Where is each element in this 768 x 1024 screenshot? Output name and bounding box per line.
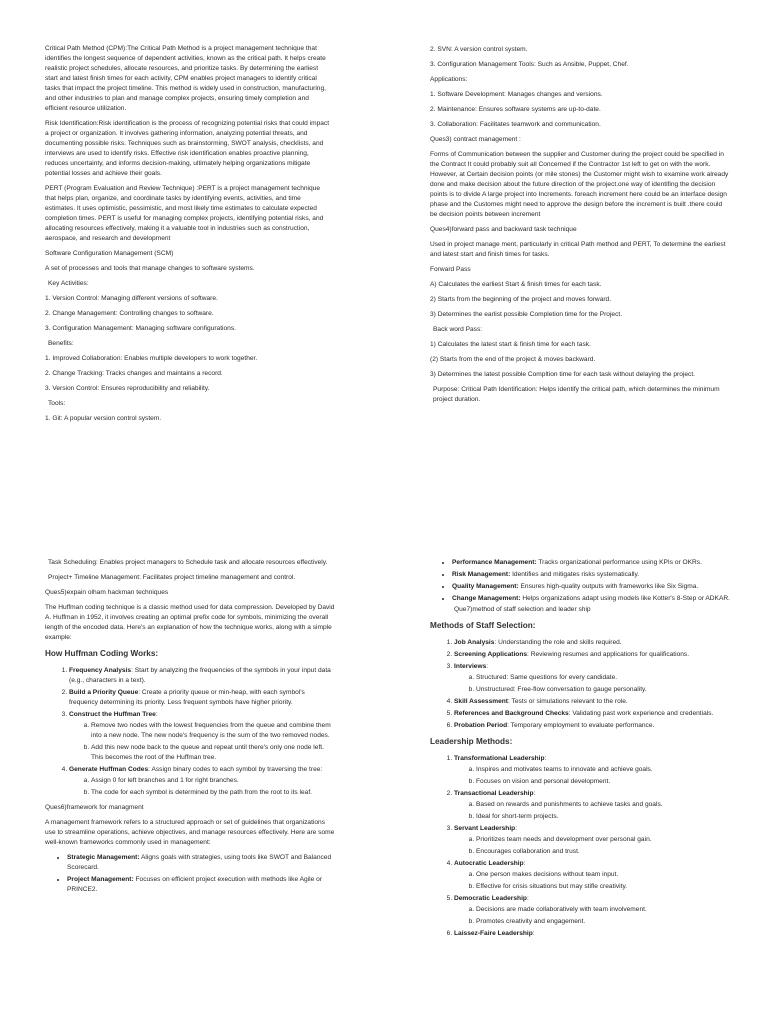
huffman-intro-paragraph: The Huffman coding technique is a classic method used for data compression. Developed by David A. Huffman in 1952, it involves creating an optimal prefix code for symbols, minimizing the overall length of the encoded data. Here's an explanation of how the technique works, along with a simple example: — [45, 604, 335, 641]
pert-paragraph: PERT (Program Evaluation and Review Technique) :PERT is a project management technique that helps plan, organize, and coordinate tasks by identifying events, activities, and time estimates. It uses optimistic, pessimistic, and most likely time estimates to calculate expected completion times. PERT is useful for managing complex projects, identifying potential risks, and allocating resources effectively, making it a valuable tool in industries such as construction, aerospace, and research and development — [45, 185, 324, 242]
list-item: 5. References and Background Checks: Validating past work experience and credentials. — [454, 709, 730, 719]
timeline-management-paragraph: Project+ Timeline Management: Facilitates project timeline management and control. — [48, 574, 296, 581]
list-item: b. Add this new node back to the queue and repeat until there's only one node left. This becomes the root of the Huffman tree. — [91, 743, 335, 763]
list-item: 1. Job Analysis: Understanding the role and skills required. — [454, 638, 730, 648]
list-item: a. Assign 0 for left branches and 1 for right branches. — [91, 776, 335, 786]
tool-item: 2. SVN: A version control system. — [430, 46, 528, 53]
list-item: b. Effective for crisis situations but may stifle creativity. — [476, 882, 730, 892]
list-item: 3. Construct the Huffman Tree: a. Remove two nodes with the lowest frequencies from the queue and combine them into a new node. The new node's frequency is the sum of the two removed nodes. b. Add this new node back to the queue and repeat until there's only one node left. This becomes the root of the Huffman tree. — [69, 710, 335, 763]
application-item: 1. Software Development: Manages changes and versions. — [430, 91, 603, 98]
tool-item: 1. Git: A popular version control system. — [45, 415, 162, 422]
tool-item: 3. Configuration Management Tools: Such as Ansible, Puppet, Chef. — [430, 61, 629, 68]
que7-heading: Que7)method of staff selection and leader ship — [454, 606, 591, 613]
backward-pass-item: 3) Determines the latest possible Compltion time for each task without delaying the project. — [430, 371, 695, 378]
list-item: 6. Probation Period: Temporary employment to evaluate performance. — [454, 721, 730, 731]
huffman-steps-list — [45, 666, 335, 798]
list-item: 5. Democratic Leadership: a. Decisions are made collaboratively with team involvement. b. Promotes creativity and engagement. — [454, 894, 730, 927]
sub-list — [454, 835, 730, 857]
forward-pass-item: A) Calculates the earliest Start & finish times for each task. — [430, 281, 602, 288]
list-item: 2. Build a Priority Queue: Create a priority queue or min-heap, with each symbol's frequency determining its priority. Less frequent symbols have higher priority. — [69, 688, 335, 708]
backward-pass-label: Back word Pass: — [433, 326, 483, 333]
list-item: 1. Frequency Analysis: Start by analyzing the frequencies of the symbols in your input data (e.g., characters in a text). — [69, 666, 335, 686]
list-item: • Performance Management: Tracks organizational performance using KPIs or OKRs. — [452, 558, 730, 568]
application-item: 2. Maintenance: Ensures software systems are up-to-date. — [430, 106, 601, 113]
activity-item: 1. Version Control: Managing different versions of software. — [45, 295, 218, 302]
scm-title: Software Configuration Management (SCM) — [45, 250, 174, 257]
list-item: 4. Autocratic Leadership: a. One person makes decisions without team input. b. Effective for crisis situations but may stifle creativity. — [454, 859, 730, 892]
key-activities-label: Key Activities: — [48, 280, 89, 287]
ques5-heading: Ques5)expain olham hackman techniques — [45, 589, 169, 596]
activity-item: 2. Change Management: Controlling changes to software. — [45, 310, 214, 317]
list-item: b. Unstructured: Free-flow conversation to gauge personality. — [476, 685, 730, 695]
bottom-left-page-section — [45, 558, 335, 900]
framework-list — [45, 853, 335, 895]
sub-list — [69, 776, 335, 798]
list-item: • Strategic Management: Aligns goals with strategies, using tools like SWOT and Balanced Scorecard. — [67, 853, 335, 873]
leadership-heading: Leadership Methods: — [430, 737, 513, 746]
sub-list — [69, 721, 335, 763]
sub-list — [454, 673, 730, 695]
list-item: a. Prioritizes team needs and development over personal gain. — [476, 835, 730, 845]
ques6-heading: Ques6)framework for managment — [45, 804, 144, 811]
list-item: 4. Generate Huffman Codes: Assign binary codes to each symbol by traversing the tree: a. Assign 0 for left branches and 1 for right branches. b. The code for each symbol is determined by the path from the root to its leaf. — [69, 765, 335, 798]
activity-item: 3. Configuration Management: Managing software configurations. — [45, 325, 236, 332]
sub-list — [454, 765, 730, 787]
benefit-item: 3. Version Control: Ensures reproducibility and reliability. — [45, 385, 210, 392]
cpm-paragraph: Critical Path Method (CPM):The Critical Path Method is a project management technique that identifies the longest sequence of dependent activities, known as the critical path. It helps create realistic project schedules, allocate resources, and prioritize tasks. By determining the earliest start and latest finish times for each activity, CPM enables project managers to identify critical tasks that impact the project timeline. This method is widely used in construction, manufacturing, and other industries to plan and manage complex projects, ensuring timely completion and efficient resource utilization. — [45, 45, 326, 112]
list-item: b. Encourages collaboration and trust. — [476, 847, 730, 857]
list-item: 3. Servant Leadership: a. Prioritizes team needs and development over personal gain. b. Encourages collaboration and trust. — [454, 824, 730, 857]
sub-list — [454, 800, 730, 822]
scm-definition: A set of processes and tools that manage changes to software systems. — [45, 265, 255, 272]
list-item: a. Remove two nodes with the lowest frequencies from the queue and combine them into a new node. The new node's frequency is the sum of the two removed nodes. — [91, 721, 335, 741]
forward-pass-item: 3) Determines the earlist possible Completion time for the Project. — [430, 311, 623, 318]
list-item: • Change Management: Helps organizations adapt using models like Kotter's 8-Step or ADKAR. — [452, 594, 730, 604]
list-item: 2. Screening Applications: Reviewing resumes and applications for qualifications. — [454, 650, 730, 660]
management-framework-paragraph: A management framework refers to a structured approach or set of guidelines that organizations use to streamline operations, achieve objectives, and manage resources effectively. Here are some well-known frameworks commonly used in management: — [45, 819, 335, 846]
benefits-label: Benefits: — [48, 340, 74, 347]
list-item: b. Ideal for short-term projects. — [476, 812, 730, 822]
list-item: • Project Management: Focuses on efficient project execution with methods like Agile or PRINCE2. — [67, 875, 335, 895]
task-scheduling-paragraph: Task Scheduling: Enables project managers to Schedule task and allocate resources effectively. — [48, 559, 328, 566]
list-item: a. One person makes decisions without team input. — [476, 870, 730, 880]
list-item: • Risk Management: Identifies and mitigates risks systematically. — [452, 570, 730, 580]
forward-pass-label: Forward Pass — [430, 266, 471, 273]
top-left-page-section — [45, 44, 330, 429]
leadership-list — [430, 754, 730, 939]
list-item: 3. Interviews: a. Structured: Same questions for every candidate. b. Unstructured: Free-flow conversation to gauge personality. — [454, 662, 730, 695]
backward-pass-item: (2) Starts from the end of the project & moves backward. — [430, 356, 596, 363]
ques4-heading: Ques4)forward pass and backward task technique — [430, 226, 577, 233]
risk-identification-paragraph: Risk Identification:Risk identification is the process of recognizing potential risks that could impact a project or organization. It involves gathering information, analyzing potential threats, and documenting possible risks. Techniques such as brainstorming, SWOT analysis, checklists, and interviews are used to identify risks. Effective risk identification enables proactive planning, reduces uncertainty, and informs decision-making, ultimately helping organizations mitigate potential losses and achieve their goals. — [45, 120, 330, 177]
pass-intro-paragraph: Used in project manage ment, particularly in critical Path method and PERT, To determine the earliest and latest start and finish times for tasks. — [430, 241, 726, 258]
top-right-page-section — [430, 45, 730, 410]
list-item: 4. Skill Assessment: Tests or simulations relevant to the role. — [454, 697, 730, 707]
list-item: a. Decisions are made collaboratively with team involvement. — [476, 905, 730, 915]
staff-selection-list — [430, 638, 730, 731]
tools-label: Tools: — [48, 400, 66, 407]
contract-management-paragraph: Forms of Communication between the supplier and Customer during the project could be specified in the Contract It could probably suit all Concerned if the Contractor 1st left to get on with the work. However, at Certain decision points (or mile stones) the Customer might wish to examine work already done and make decision about the future direction of the project.one way of identifing the decision points is to divide A large project into Increments. foreach increment here could be an interface design phase and the Customes might need to approve the design before the increment is built .there could be decision points between increment — [430, 151, 729, 218]
ques3-heading: Ques3) contract management : — [430, 136, 521, 143]
list-item: b. The code for each symbol is determined by the path from the root to its leaf. — [91, 788, 335, 798]
list-item: b. Focuses on vision and personal development. — [476, 777, 730, 787]
list-item: • Quality Management: Ensures high-quality outputs with frameworks like Six Sigma. — [452, 582, 730, 592]
bottom-right-page-section — [430, 558, 730, 944]
list-item: 2. Transactional Leadership: a. Based on rewards and punishments to achieve tasks and goals. b. Ideal for short-term projects. — [454, 789, 730, 822]
huffman-heading: How Huffman Coding Works: — [45, 649, 159, 658]
list-item: a. Based on rewards and punishments to achieve tasks and goals. — [476, 800, 730, 810]
purpose-paragraph: Purpose: Critical Path Identification: Helps identify the critical path, which determines the minimum project duration. — [433, 386, 720, 403]
forward-pass-item: 2) Starts from the beginning of the project and moves forward. — [430, 296, 612, 303]
list-item: a. Structured: Same questions for every candidate. — [476, 673, 730, 683]
applications-label: Applications: — [430, 76, 468, 83]
sub-list — [454, 905, 730, 927]
list-item: b. Promotes creativity and engagement. — [476, 917, 730, 927]
benefit-item: 1. Improved Collaboration: Enables multiple developers to work together. — [45, 355, 258, 362]
benefit-item: 2. Change Tracking: Tracks changes and maintains a record. — [45, 370, 223, 377]
list-item: 6. Laissez-Faire Leadership: — [454, 929, 730, 939]
list-item: 1. Transformational Leadership: a. Inspires and motivates teams to innovate and achieve goals. b. Focuses on vision and personal development. — [454, 754, 730, 787]
framework-list-continued — [430, 558, 730, 604]
application-item: 3. Collaboration: Facilitates teamwork and communication. — [430, 121, 601, 128]
sub-list — [454, 870, 730, 892]
staff-selection-heading: Methods of Staff Selection: — [430, 621, 536, 630]
list-item: a. Inspires and motivates teams to innovate and achieve goals. — [476, 765, 730, 775]
backward-pass-item: 1) Calculates the latest start & finish time for each task. — [430, 341, 591, 348]
